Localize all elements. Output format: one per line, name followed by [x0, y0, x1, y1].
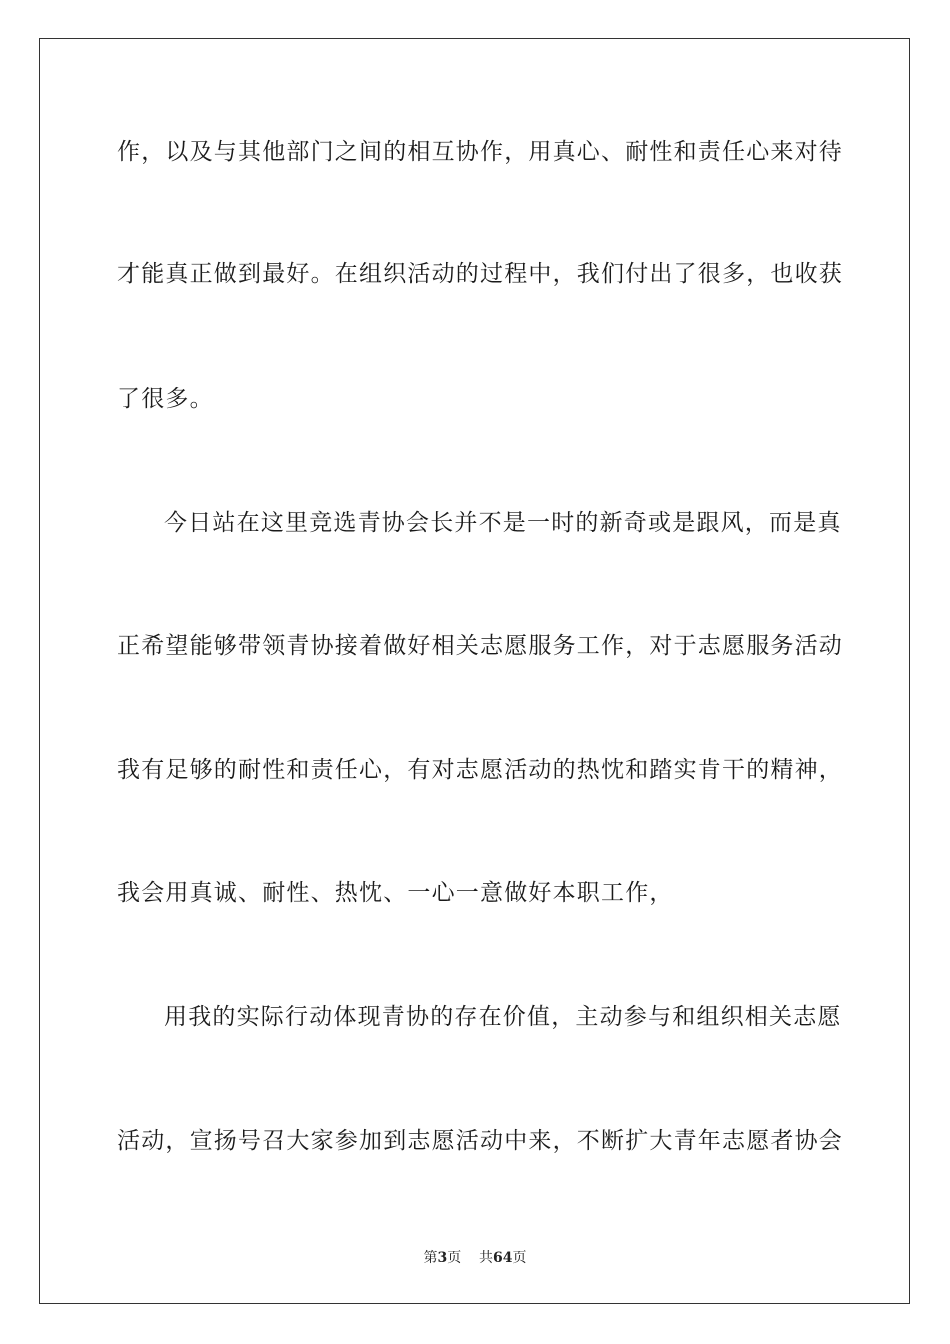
footer-page-number: 3	[437, 1250, 448, 1266]
body-text-line-2: 才能真正做到最好。在组织活动的过程中，我们付出了很多，也收获	[117, 261, 843, 287]
paragraph-start-line-4: 今日站在这里竞选青协会长并不是一时的新奇或是跟风，而是真	[164, 510, 842, 536]
paragraph-start-line-8: 用我的实际行动体现青协的存在价值，主动参与和组织相关志愿	[164, 1004, 842, 1030]
footer-page-prefix: 第	[423, 1250, 438, 1266]
body-text-line-9: 活动，宣扬号召大家参加到志愿活动中来，不断扩大青年志愿者协会	[117, 1128, 843, 1154]
body-text-line-5: 正希望能够带领青协接着做好相关志愿服务工作，对于志愿服务活动	[117, 633, 843, 659]
footer-page-suffix: 页	[447, 1250, 462, 1266]
footer-total-prefix: 共	[479, 1250, 494, 1266]
footer-total-pages: 64	[493, 1250, 513, 1266]
footer-total-suffix: 页	[512, 1250, 527, 1266]
body-text-line-7: 我会用真诚、耐性、热忱、一心一意做好本职工作，	[117, 880, 674, 906]
body-text-line-3: 了很多。	[117, 386, 214, 412]
body-text-line-6: 我有足够的耐性和责任心，有对志愿活动的热忱和踏实肯干的精神，	[117, 757, 843, 783]
page-border	[39, 38, 910, 1304]
body-text-line-1: 作，以及与其他部门之间的相互协作，用真心、耐性和责任心来对待	[117, 139, 843, 165]
page-footer	[0, 1249, 950, 1267]
